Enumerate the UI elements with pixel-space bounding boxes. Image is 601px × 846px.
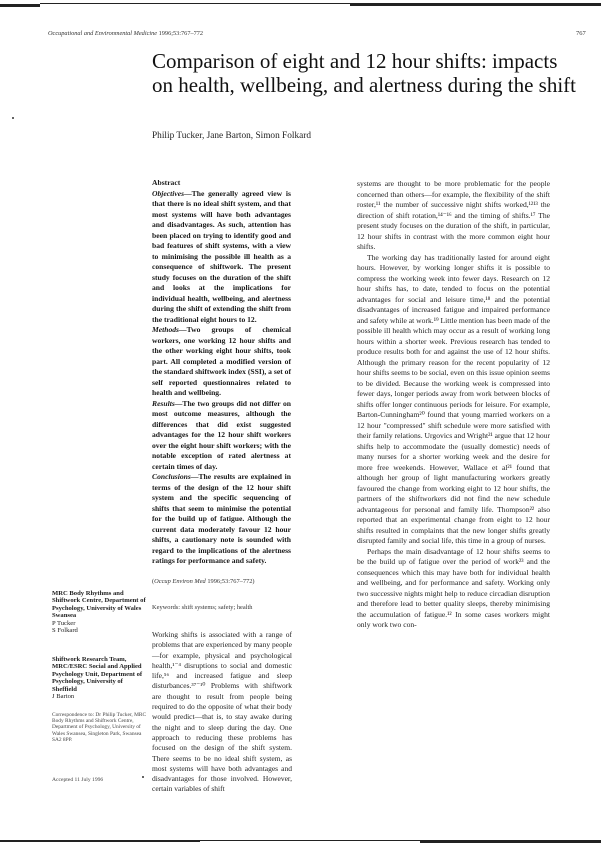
affiliation-name: S Folkard bbox=[52, 627, 78, 635]
abstract-methods bbox=[152, 325, 291, 399]
scan-edge-bottom bbox=[0, 838, 601, 846]
scan-speck bbox=[12, 117, 14, 119]
scan-speck bbox=[142, 776, 144, 778]
abstract-objectives bbox=[152, 189, 291, 326]
affiliation-name: J Barton bbox=[52, 693, 75, 701]
methods-label: Methods bbox=[152, 325, 180, 334]
affiliation bbox=[52, 656, 148, 700]
journal-name: Occupational and Environmental Medicine bbox=[48, 30, 158, 37]
running-header bbox=[48, 30, 203, 37]
conclusions-label: Conclusions bbox=[152, 472, 191, 481]
affiliation-name: P Tucker bbox=[52, 619, 76, 627]
methods-text: —Two groups of chemical workers, one working 12 hour shifts and the other working eight hour shifts, took part. All completed a modified version of the standard shiftwork index (SSI), a set of self reported questionnaires related to health and wellbeing. bbox=[152, 325, 291, 397]
paragraph: systems are thought to be more problematic for the people concerned than others—for example, the flexibility of the shift roster,¹¹ the number of successive night shifts worked,¹²¹³ the direction of shift rotation,¹⁴⁻¹⁶ and the timing of shifts.¹⁷ The present study focuses on the duration of the shift, in particular, 12 hour shifts in contrast with the more common eight hour shifts. bbox=[357, 179, 550, 251]
affiliation bbox=[52, 590, 148, 634]
accepted-date: Accepted 11 July 1996 bbox=[52, 777, 104, 783]
citation-ref: 1996;53:767–772) bbox=[205, 578, 255, 585]
results-label: Results bbox=[152, 398, 175, 408]
paragraph: Perhaps the main disadvantage of 12 hour shifts seems to be the build up of fatigue over the period of work²³ and the consequences which this may have both for individual health and wellbeing, and for performance and safety. Working only two successive nights might help to reduce circadian disruption and therefore lead to better quality sleeps, thereby minimising the accumulation of fatigue.¹² In some cases workers might only work two con- bbox=[357, 546, 550, 629]
abstract-heading: Abstract bbox=[152, 178, 181, 187]
body-text-left: Working shifts is associated with a range of problems that are experienced by many people—for example, physical and psychological health,¹⁻⁴ disruptions to social and domestic life,⁵⁶ and increased fatigue and sleep disturbances.³⁷⁻¹⁰ Problems with shiftwork are thought to result from people being required to do the opposite of what their body would predict—that is, to stay awake during the night and to sleep during the day. One approach to reducing these problems has focused on the design of the shift system. There seems to be no ideal shift system, as most systems will have both advantages and disadvantages for those involved. However, certain variables of shift bbox=[152, 630, 292, 794]
citation-journal: Occup Environ Med bbox=[154, 578, 206, 585]
affiliation-institution: Shiftwork Research Team, MRC/ESRC Social and Applied Psychology Unit, Department of Psychology, University of Sheffield bbox=[52, 656, 143, 693]
correspondence: Correspondence to: Dr Philip Tucker, MRC Body Rhythms and Shiftwork Centre, Department of Psychology, University of Wales Swansea, Singleton Park, Swansea SA2 8PP. bbox=[52, 712, 147, 743]
paragraph: The working day has traditionally lasted for around eight hours. However, by working longer shifts it is possible to compress the working week into fewer days. Research on 12 hour shifts has, to date, tended to focus on the potential advantages for social and leisure time,¹⁸ and the potential disadvantages of increased fatigue and impaired performance and safety while at work.¹⁹ Little mention has been made of the possible ill health which may occur as a result of working long hours within a shorter week. Previous research has tended to produce results both for and against the use of 12 hour shifts. Although the primary reason for the recent popularity of 12 hour shifts seems to be social, even on this issue opinion seems to be divided. Because the working week is compressed into fewer days, longer periods away from work between blocks of shifts offer longer continuous periods for leisure. For example, Barton-Cunningham²⁰ found that young married workers on a 12 hour "compressed" shift schedule were more satisfied with their family relations. Urgovics and Wright²¹ argue that 12 hour shifts help to accommodate the (usually domestic) needs of many nurses for a shorter working week and the desire for more free weekends. However, Wallace et al²¹ found that although her group of light manufacturing workers greatly favoured the change from working eight to 12 hour shifts, the partners of the shiftworkers did not find the new schedule advantageous for personal and family life. Thompson²² also reported that an experimental change from eight to 12 hour shifts resulted in complaints that the new longer shifts greatly disrupted family and social life, this time in a group of nurses. bbox=[357, 252, 550, 545]
scan-edge-top bbox=[0, 0, 601, 10]
authors: Philip Tucker, Jane Barton, Simon Folkard bbox=[152, 131, 311, 141]
objectives-label: Objectives bbox=[152, 188, 185, 198]
journal-ref: 1996;53:767–772 bbox=[157, 30, 204, 37]
abstract-results bbox=[152, 399, 291, 473]
abstract bbox=[152, 178, 291, 567]
keywords: Keywords: shift systems; safety; health bbox=[152, 604, 253, 611]
results-text: —The two groups did not differ on most outcome measures, although the differences that did exist suggested advantages for the 12 hour shift workers over the eight hour shift workers; with the notable exception of rated alertness at certain times of day. bbox=[152, 398, 291, 471]
page-number: 767 bbox=[576, 30, 586, 37]
body-text-right bbox=[357, 179, 550, 631]
conclusions-text: —The results are explained in terms of the design of the 12 hour shift system and the specific sequencing of shifts that seem to minimise the potential for the build up of fatigue. Although the current data moderately favour 12 hour shifts, a cautionary note is sounded with regard to the implications of the alertness ratings for performance and safety. bbox=[152, 472, 291, 565]
abstract-conclusions bbox=[152, 472, 291, 567]
citation bbox=[152, 578, 255, 585]
citation-open: ( bbox=[152, 578, 155, 585]
article-title: Comparison of eight and 12 hour shifts: impacts on health, wellbeing, and alertness during the shift bbox=[152, 49, 576, 97]
objectives-text: —The generally agreed view is that there is no ideal shift system, and that most systems will have both advantages and disadvantages. As such, attention has been placed on trying to identify good and bad features of shift systems, with a view to minimising the possible ill health as a consequence of shiftwork. The present study focuses on the duration of the shift and looks at the implications for individual health, wellbeing, and alertness during the shift of extending the shift from the traditional eight hours to 12. bbox=[152, 188, 291, 324]
affiliation-institution: MRC Body Rhythms and Shiftwork Centre, Department of Psychology, University of Wales Swansea bbox=[52, 590, 146, 620]
